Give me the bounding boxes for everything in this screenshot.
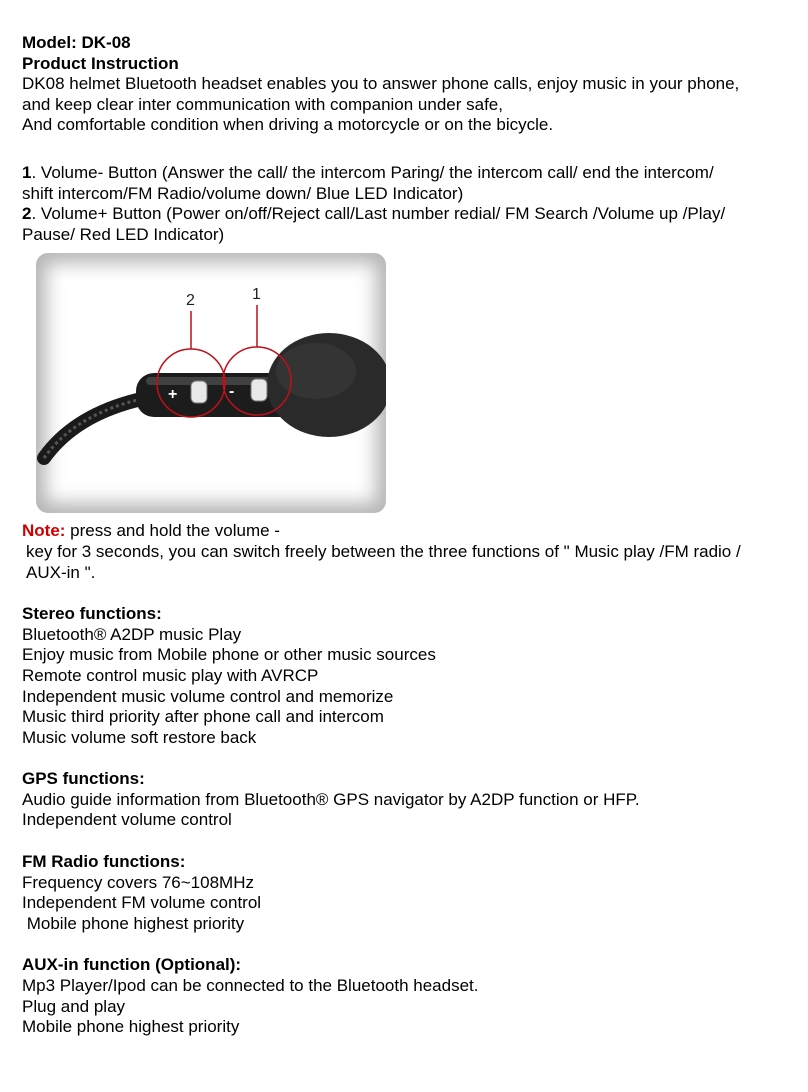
fm-section — [22, 852, 802, 934]
gps-heading: GPS functions: — [22, 769, 145, 789]
document — [22, 33, 802, 1038]
stereo-line-6: Music volume soft restore back — [22, 727, 257, 747]
plus-button-shape — [191, 381, 207, 403]
headset-figure — [36, 253, 386, 513]
note-text-1: press and hold the volume - — [65, 521, 280, 541]
minus-symbol: - — [229, 383, 235, 401]
intro-line-1: DK08 helmet Bluetooth headset enables you to answer phone calls, enjoy music in your phone, — [22, 74, 740, 94]
gooseneck-icon — [44, 398, 146, 458]
gps-section — [22, 769, 802, 831]
minus-button-shape — [251, 379, 267, 401]
stereo-line-2: Enjoy music from Mobile phone or other music sources — [22, 645, 436, 665]
button-1-number: 1 — [22, 162, 32, 182]
note-label: Note: — [22, 521, 66, 541]
button-1-line2: shift intercom/FM Radio/volume down/ Blue LED Indicator) — [22, 183, 464, 203]
headset-mic-illustration — [36, 253, 386, 513]
aux-heading: AUX-in function (Optional): — [22, 955, 242, 975]
button-2-desc — [22, 204, 802, 225]
button-1-desc — [22, 163, 802, 184]
aux-section — [22, 955, 802, 1037]
stereo-line-5: Music third priority after phone call and intercom — [22, 707, 384, 727]
button-1-line1: . Volume- Button (Answer the call/ the intercom Paring/ the intercom call/ end the intercom/ — [31, 162, 714, 182]
aux-line-2: Plug and play — [22, 996, 126, 1016]
stereo-section — [22, 604, 802, 748]
stereo-line-1: Bluetooth® A2DP music Play — [22, 624, 242, 644]
button-2-line2: Pause/ Red LED Indicator) — [22, 224, 225, 244]
button-2-number: 2 — [22, 204, 32, 224]
gps-line-2: Independent volume control — [22, 810, 232, 830]
stereo-line-3: Remote control music play with AVRCP — [22, 665, 319, 685]
callout-label-1: 1 — [252, 286, 261, 304]
intro-line-2: and keep clear inter communication with companion under safe, — [22, 94, 503, 114]
aux-line-3: Mobile phone highest priority — [22, 1017, 240, 1037]
model-heading: Model: DK-08 — [22, 33, 131, 52]
button-2-line1: . Volume+ Button (Power on/off/Reject call/Last number redial/ FM Search /Volume up /Play/ — [31, 204, 726, 224]
note-line-1 — [22, 521, 802, 542]
plus-symbol: + — [168, 386, 178, 404]
aux-line-1: Mp3 Player/Ipod can be connected to the Bluetooth headset. — [22, 976, 479, 996]
fm-line-3: Mobile phone highest priority — [22, 913, 245, 933]
fm-line-1: Frequency covers 76~108MHz — [22, 872, 254, 892]
fm-line-2: Independent FM volume control — [22, 893, 262, 913]
fm-heading: FM Radio functions: — [22, 852, 186, 872]
callout-label-2: 2 — [186, 292, 195, 310]
product-instruction-heading: Product Instruction — [22, 53, 179, 73]
note-line-3: AUX-in ". — [26, 562, 96, 582]
stereo-line-4: Independent music volume control and memorize — [22, 686, 394, 706]
note-line-2: key for 3 seconds, you can switch freely between the three functions of " Music play /FM radio / — [26, 541, 741, 561]
stereo-heading: Stereo functions: — [22, 604, 162, 624]
intro-line-3: And comfortable condition when driving a motorcycle or on the bicycle. — [22, 115, 554, 135]
gps-line-1: Audio guide information from Bluetooth® GPS navigator by A2DP function or HFP. — [22, 789, 640, 809]
